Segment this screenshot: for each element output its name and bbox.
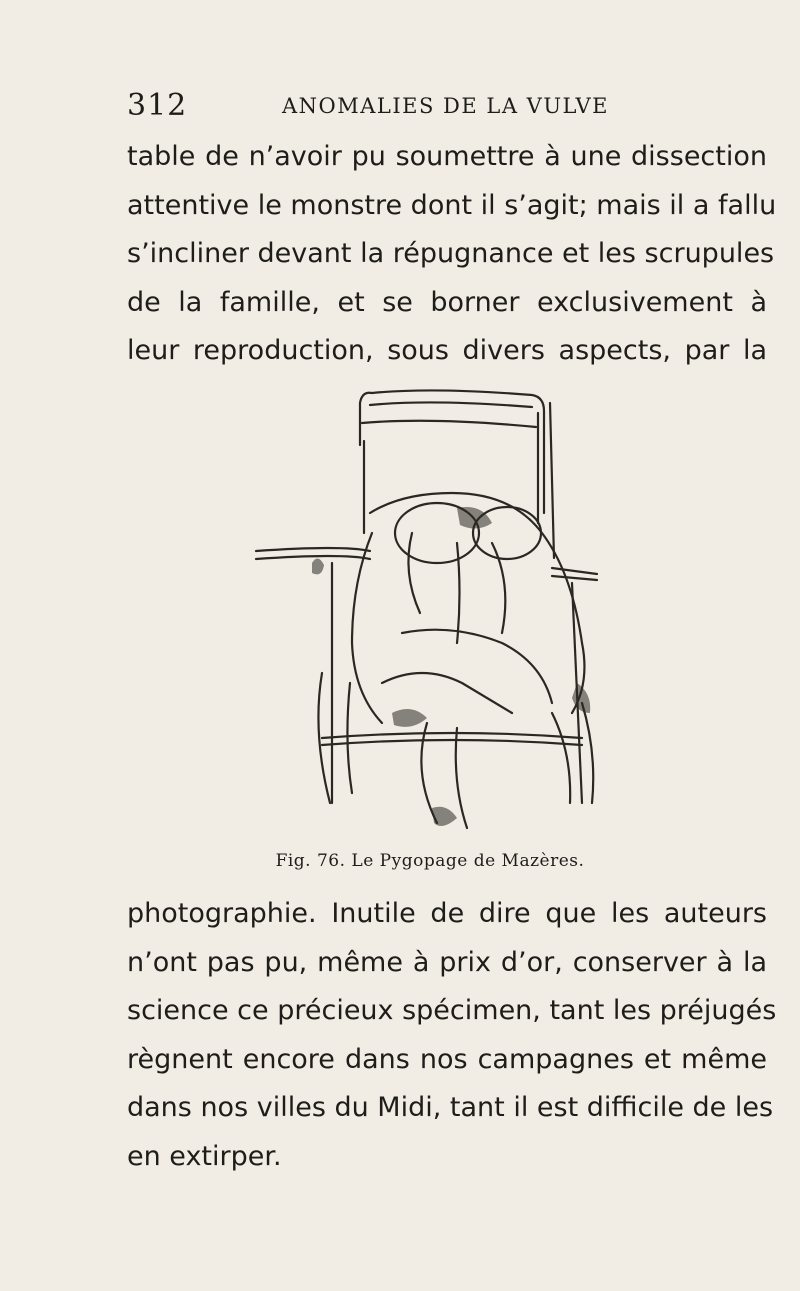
text-line: dans nos villes du Midi, tant il est difficile de les: [127, 1092, 774, 1123]
text-line: leur reproduction, sous divers aspects, par la: [127, 335, 767, 366]
text-line: règnent encore dans nos campagnes et même: [127, 1043, 767, 1075]
figure-caption: Fig. 76. Le Pygopage de Mazères.: [275, 851, 585, 871]
text-line: science ce précieux spécimen, tant les préjugés: [127, 995, 777, 1026]
text-line: n’ont pas pu, même à prix d’or, conserver à la: [127, 946, 767, 978]
figure-illustration: [252, 383, 602, 838]
running-title: ANOMALIES DE LA VULVE: [282, 94, 609, 118]
page-header: [127, 88, 747, 128]
text-line: attentive le monstre dont il s’agit; mais il a fallu: [127, 189, 777, 221]
paragraph-before-figure: [127, 133, 777, 376]
text-line: de la famille, et se borner exclusivement à: [127, 286, 767, 318]
figure-caption-row: [0, 851, 800, 871]
text-line: photographie. Inutile de dire que les auteurs: [127, 898, 767, 929]
text-line: s’incliner devant la répugnance et les scrupules: [127, 238, 775, 269]
paragraph-after-figure: [127, 890, 777, 1181]
page-number: 312: [127, 88, 188, 123]
text-line: table de n’avoir pu soumettre à une dissection: [127, 141, 767, 172]
engraving-drawing: [252, 383, 602, 838]
text-line: en extirper.: [127, 1140, 282, 1172]
